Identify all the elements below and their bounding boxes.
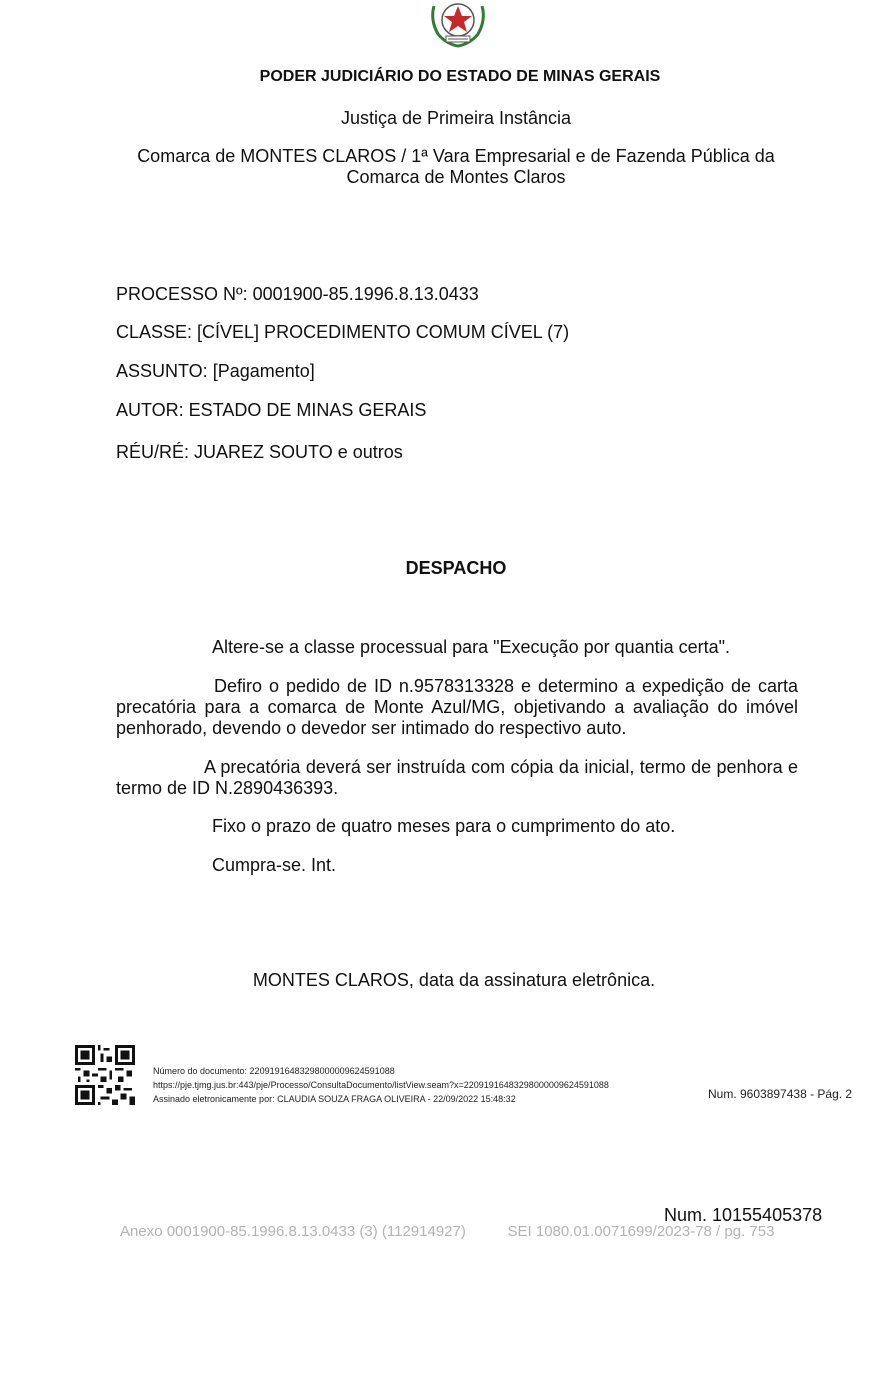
paragraph-2: Defiro o pedido de ID n.9578313328 e determino a expedição de carta precatória para a comarca de Monte Azul/MG, objetivando a avaliação do imóvel penhorado, devendo o devedor ser intimado do respectivo auto. <box>116 676 798 738</box>
paragraph-5: Cumpra-se. Int. <box>212 855 337 875</box>
document-title: DESPACHO <box>405 558 507 578</box>
footer-document-url[interactable]: https://pje.tjmg.jus.br:443/pje/Processo/ConsultaDocumento/listView.seam?x=22091916483298000009624591088 <box>153 1080 609 1090</box>
coat-of-arms-icon <box>424 0 492 48</box>
paragraph-1: Altere-se a classe processual para "Execução por quantia certa". <box>212 637 731 657</box>
comarca-line-1: Comarca de MONTES CLAROS / 1ª Vara Empresarial e de Fazenda Pública da <box>137 146 775 166</box>
paragraph-4: Fixo o prazo de quatro meses para o cumprimento do ato. <box>212 816 676 836</box>
document-num: Num. 10155405378 <box>664 1205 823 1225</box>
footer-document-number: Número do documento: 22091916483298000009624591088 <box>153 1066 395 1076</box>
annex-line <box>120 1223 774 1240</box>
process-number: PROCESSO Nº: 0001900-85.1996.8.13.0433 <box>116 284 479 304</box>
qr-code-icon <box>75 1045 135 1105</box>
paragraph-3: A precatória deverá ser instruída com cópia da inicial, termo de penhora e termo de ID N.2890436393. <box>116 757 798 798</box>
case-subject: ASSUNTO: [Pagamento] <box>116 361 315 381</box>
footer-page-number: Num. 9603897438 - Pág. 2 <box>708 1087 853 1101</box>
comarca-line-2: Comarca de Montes Claros <box>346 167 566 187</box>
court-name: PODER JUDICIÁRIO DO ESTADO DE MINAS GERAIS <box>259 68 661 85</box>
signature-place: MONTES CLAROS, data da assinatura eletrônica. <box>252 970 656 990</box>
plaintiff: AUTOR: ESTADO DE MINAS GERAIS <box>116 400 427 420</box>
sei-reference: SEI 1080.01.0071699/2023-78 / pg. 753 <box>507 1223 775 1240</box>
case-class: CLASSE: [CÍVEL] PROCEDIMENTO COMUM CÍVEL (7) <box>116 322 570 342</box>
annex-reference: Anexo 0001900-85.1996.8.13.0433 (3) (112914927) <box>120 1223 466 1240</box>
instance-name: Justiça de Primeira Instância <box>340 108 572 128</box>
defendant: RÉU/RÉ: JUAREZ SOUTO e outros <box>116 442 403 462</box>
footer-signed-by: Assinado eletronicamente por: CLAUDIA SOUZA FRAGA OLIVEIRA - 22/09/2022 15:48:32 <box>153 1094 516 1104</box>
comarca-name <box>14 146 884 188</box>
